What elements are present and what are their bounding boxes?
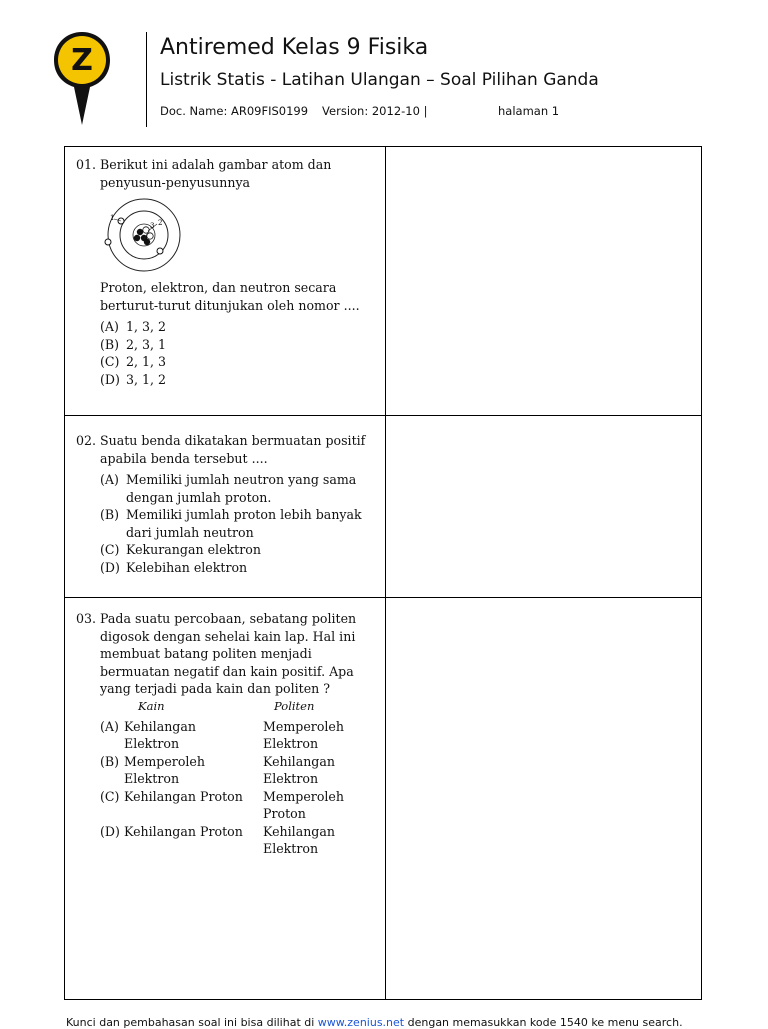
column-divider [385, 146, 386, 1000]
option-a[interactable] [100, 718, 376, 753]
option-label: (C) [100, 542, 120, 557]
option-label: (C) [100, 788, 120, 804]
option-a[interactable] [100, 318, 376, 336]
option-text: Memiliki jumlah proton lebih banyak dari jumlah neutron [126, 507, 362, 540]
footer-link[interactable]: www.zenius.net [317, 1016, 405, 1029]
option-text: 2, 3, 1 [126, 336, 167, 352]
option-label: (B) [100, 507, 120, 522]
option-label: (A) [100, 718, 119, 734]
atom-label-2: 2 [158, 219, 163, 227]
footer-note [66, 1016, 683, 1029]
row-divider [64, 415, 702, 416]
doc-name: Doc. Name: AR09FIS0199 [160, 104, 309, 118]
option-label: (A) [100, 319, 119, 334]
option-text: Kelebihan elektron [126, 559, 248, 575]
question-3 [76, 610, 376, 858]
footer-prefix: Kunci dan pembahasan soal ini bisa dilihat di [66, 1016, 315, 1029]
page-subtitle: Listrik Statis - Latihan Ulangan – Soal Pilihan Ganda [160, 70, 599, 90]
option-label: (A) [100, 472, 119, 487]
options [100, 718, 376, 858]
column-politen: Politen [274, 698, 315, 713]
option-b[interactable] [100, 336, 376, 354]
question-text: Berikut ini adalah gambar atom dan penyusun-penyusunnya [100, 157, 332, 190]
question-2 [76, 432, 376, 576]
option-politen: Kehilangan Elektron [263, 753, 335, 786]
atom-diagram [100, 197, 190, 275]
option-kain: Kehilangan Proton [124, 788, 243, 804]
options [100, 471, 376, 576]
question-number: 01. [76, 157, 97, 172]
option-kain: Kehilangan Proton [124, 823, 243, 839]
answer-column-headers [100, 698, 376, 718]
option-label: (D) [100, 823, 120, 839]
column-kain: Kain [138, 698, 165, 713]
option-label: (B) [100, 336, 120, 352]
question-text-2: Proton, elektron, dan neutron secara berturut-turut ditunjukan oleh nomor .... [100, 280, 360, 313]
option-label: (C) [100, 354, 120, 369]
option-text: Kekurangan elektron [126, 542, 261, 557]
page-number: halaman 1 [498, 104, 560, 118]
option-a[interactable] [100, 471, 376, 506]
doc-version: Version: 2012-10 | [322, 104, 428, 118]
option-text: 2, 1, 3 [126, 354, 167, 369]
option-d[interactable] [100, 823, 376, 858]
option-b[interactable] [100, 753, 376, 788]
doc-meta [160, 104, 441, 118]
question-text: Pada suatu percobaan, sebatang politen digosok dengan sehelai kain lap. Hal ini membuat batang politen menjadi bermuatan negatif dan kain positif. Apa yang terjadi pada kain dan politen ? [100, 611, 357, 696]
option-label: (D) [100, 559, 120, 575]
atom-label-1: 1 [110, 214, 115, 222]
options [100, 318, 376, 388]
zenius-logo [52, 30, 112, 128]
option-c[interactable] [100, 353, 376, 371]
option-text: Memiliki jumlah neutron yang sama dengan jumlah proton. [126, 472, 357, 505]
option-politen: Memperoleh Proton [263, 788, 344, 821]
option-label: (D) [100, 371, 120, 387]
option-d[interactable] [100, 559, 376, 577]
option-d[interactable] [100, 371, 376, 389]
footer-suffix: dengan memasukkan kode 1540 ke menu search. [407, 1016, 683, 1029]
question-1 [76, 156, 376, 388]
page-title: Antiremed Kelas 9 Fisika [160, 35, 429, 60]
option-b[interactable] [100, 506, 376, 541]
question-number: 02. [76, 433, 97, 448]
option-label: (B) [100, 753, 120, 769]
question-text: Suatu benda dikatakan bermuatan positif apabila benda tersebut .... [100, 433, 366, 466]
option-c[interactable] [100, 541, 376, 559]
header-divider [146, 32, 147, 127]
atom-label-3: 3 [150, 222, 155, 230]
logo-letter: Z [71, 43, 93, 78]
option-politen: Memperoleh Elektron [263, 718, 344, 751]
option-text: 3, 1, 2 [126, 371, 167, 387]
question-number: 03. [76, 611, 97, 626]
option-kain: Kehilangan Elektron [124, 718, 196, 751]
option-politen: Kehilangan Elektron [263, 823, 335, 856]
option-text: 1, 3, 2 [126, 319, 167, 334]
option-kain: Memperoleh Elektron [124, 753, 205, 786]
row-divider [64, 597, 702, 598]
option-c[interactable] [100, 788, 376, 823]
